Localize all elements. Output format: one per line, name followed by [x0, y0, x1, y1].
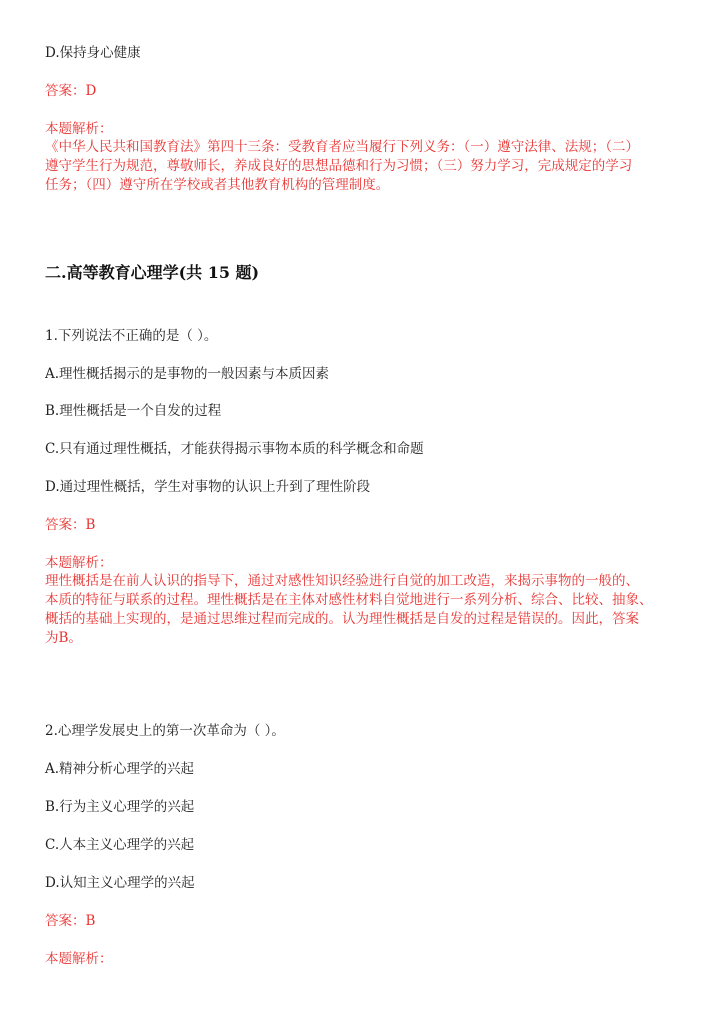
- q1-analysis-label: 本题解析：: [45, 555, 113, 571]
- section-title: 二.高等教育心理学(共 15 题): [45, 263, 260, 282]
- q2-option-a: A.精神分析心理学的兴起: [45, 761, 195, 777]
- q1-analysis-line-4: 为B。: [45, 630, 82, 646]
- q1-analysis-line-1: 理性概括是在前人认识的指导下，通过对感性知识经验进行自觉的加工改造，来揭示事物的一般的、: [45, 573, 639, 589]
- q1-analysis-line-2: 本质的特征与联系的过程。理性概括是在主体对感性材料自觉地进行一系列分析、综合、比较、抽象、: [45, 592, 653, 608]
- q2-option-b: B.行为主义心理学的兴起: [45, 799, 195, 815]
- q1-option-a: A.理性概括揭示的是事物的一般因素与本质因素: [45, 366, 330, 382]
- q2-analysis-label: 本题解析：: [45, 951, 113, 967]
- q2-option-c: C.人本主义心理学的兴起: [45, 837, 195, 853]
- prev-option-d: D.保持身心健康: [45, 45, 141, 61]
- prev-answer: 答案：D: [45, 83, 97, 99]
- q1-analysis-line-3: 概括的基础上实现的，是通过思维过程而完成的。认为理性概括是自发的过程是错误的。因此，答案: [45, 611, 639, 627]
- q2-option-d: D.认知主义心理学的兴起: [45, 875, 195, 891]
- prev-analysis-line-3: 任务；（四）遵守所在学校或者其他教育机构的管理制度。: [45, 177, 390, 193]
- q2-answer: 答案：B: [45, 913, 96, 929]
- q1-option-b: B.理性概括是一个自发的过程: [45, 403, 222, 419]
- q1-option-c: C.只有通过理性概括，才能获得揭示事物本质的科学概念和命题: [45, 441, 424, 457]
- prev-analysis-line-2: 遵守学生行为规范，尊敬师长，养成良好的思想品德和行为习惯；（三）努力学习，完成规定的学习: [45, 158, 633, 174]
- prev-analysis-line-1: 《中华人民共和国教育法》第四十三条：受教育者应当履行下列义务：（一）遵守法律、法规；（二）: [45, 139, 639, 155]
- q1-answer: 答案：B: [45, 517, 96, 533]
- q1-question: 1.下列说法不正确的是（ ）。: [45, 328, 218, 344]
- prev-analysis-label: 本题解析：: [45, 121, 113, 137]
- q2-question: 2.心理学发展史上的第一次革命为（ ）。: [45, 723, 285, 739]
- q1-option-d: D.通过理性概括，学生对事物的认识上升到了理性阶段: [45, 479, 371, 495]
